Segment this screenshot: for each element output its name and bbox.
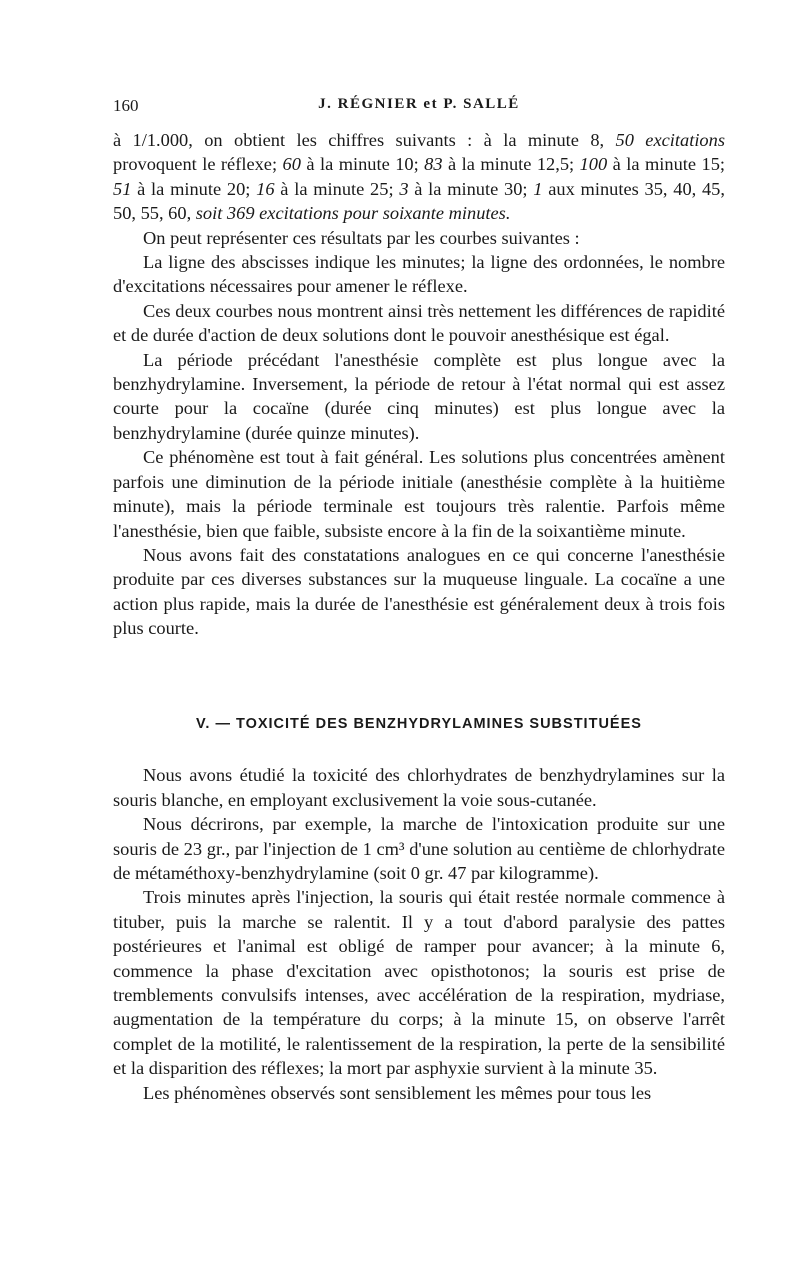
paragraph bbox=[113, 128, 725, 226]
italic-text: 100 bbox=[579, 154, 608, 175]
italic-text: 83 bbox=[424, 154, 443, 175]
text-segment: à la minute 10; bbox=[300, 154, 425, 175]
paragraph bbox=[113, 885, 725, 1080]
text-segment: Nous avons fait des constatations analogues en ce qui concerne l'anesthésie produite par ces diverses substances sur la muqueuse linguale. La cocaïne a une action plus rapide, mais la durée de l'anesthésie est généralement deux à trois fois plus courte. bbox=[113, 544, 725, 639]
section-toxicite bbox=[113, 712, 725, 1105]
paragraph bbox=[113, 250, 725, 299]
italic-text: 60 bbox=[282, 154, 301, 175]
text-segment: à la minute 30; bbox=[408, 178, 534, 199]
text-segment: à la minute 15; bbox=[607, 154, 725, 175]
page-number: 160 bbox=[113, 96, 139, 115]
italic-text: soit 369 excitations pour soixante minutes. bbox=[195, 203, 511, 224]
text-segment: La ligne des abscisses indique les minutes; la ligne des ordonnées, le nombre d'excitations nécessaires pour amener le réflexe. bbox=[113, 252, 725, 297]
paragraph bbox=[113, 812, 725, 885]
text-segment: aux minutes 35, 40, 45, 50, 55, 60, bbox=[113, 178, 725, 224]
text-segment: Ce phénomène est tout à fait général. Les solutions plus concentrées amènent parfois une diminution de la période initiale (anesthésie complète à la huitième minute), mais la période terminale est toujours très ralentie. Parfois même l'anesthésie, bien que faible, subsiste encore à la fin de la soixantième minute. bbox=[113, 447, 725, 541]
italic-text: 16 bbox=[256, 178, 275, 199]
running-head: J. RÉGNIER et P. SALLÉ bbox=[318, 96, 520, 112]
italic-text: 3 bbox=[399, 178, 409, 199]
italic-text: 50 excitations bbox=[615, 130, 725, 150]
paragraph bbox=[113, 226, 725, 250]
page-header bbox=[113, 96, 725, 116]
section-heading: V. — TOXICITÉ DES BENZHYDRYLAMINES SUBSTITUÉES bbox=[196, 716, 642, 732]
text-segment: Nous décrirons, par exemple, la marche de l'intoxication produite sur une souris de 23 gr., par l'injection de 1 cm³ d'une solution au centième de chlorhydrate de métaméthoxy-benzhydrylamine (soit 0 gr. 47 par kilogramme). bbox=[113, 814, 725, 884]
text-segment: Ces deux courbes nous montrent ainsi très nettement les différences de rapidité et de durée d'action de deux solutions dont le pouvoir anesthésique est égal. bbox=[113, 300, 725, 346]
text-segment: La période précédant l'anesthésie complète est plus longue avec la benzhydrylamine. Inversement, la période de retour à l'état normal qui est assez courte pour la cocaïne (durée cinq minutes) est plus longue avec la benzhydrylamine (durée quinze minutes). bbox=[113, 349, 725, 443]
text-segment: Nous avons étudié la toxicité des chlorhydrates de benzhydrylamines sur la souris blanche, en employant exclusivement la voie sous-cutanée. bbox=[113, 765, 725, 810]
italic-text: 1 bbox=[533, 178, 543, 199]
body-text bbox=[113, 128, 725, 641]
section-body bbox=[113, 763, 725, 1105]
paragraph bbox=[113, 348, 725, 446]
text-segment: On peut représenter ces résultats par les courbes suivantes : bbox=[143, 227, 580, 248]
italic-text: 51 bbox=[113, 178, 132, 199]
text-segment: provoquent le réflexe; bbox=[113, 154, 283, 175]
paragraph bbox=[113, 763, 725, 812]
text-segment: Trois minutes après l'injection, la souris qui était restée normale commence à tituber, puis la marche se ralentit. Il y a tout d'abord paralysie des pattes postérieures et l'animal est obligé de ramper pour avancer; à la minute 6, commence la phase d'excitation avec opisthotonos; la souris est prise de tremblements convulsifs intenses, avec accélération de la respiration, mydriase, augmentation de la température du corps; à la minute 15, on observe l'arrêt complet de la motilité, le ralentissement de la respiration, la perte de la sensibilité et la disparition des réflexes; la mort par asphyxie survient à la minute 35. bbox=[113, 887, 725, 1079]
text-segment: à la minute 20; bbox=[131, 178, 257, 199]
text-segment: à la minute 25; bbox=[274, 178, 400, 199]
paragraph bbox=[113, 543, 725, 641]
text-segment: à la minute 12,5; bbox=[442, 154, 580, 175]
text-segment: à 1/1.000, on obtient les chiffres suivants : à la minute 8, bbox=[113, 130, 616, 150]
paragraph bbox=[113, 1081, 725, 1105]
text-segment: Les phénomènes observés sont sensiblement les mêmes pour tous les bbox=[143, 1082, 652, 1103]
paragraph bbox=[113, 445, 725, 543]
paragraph bbox=[113, 299, 725, 348]
